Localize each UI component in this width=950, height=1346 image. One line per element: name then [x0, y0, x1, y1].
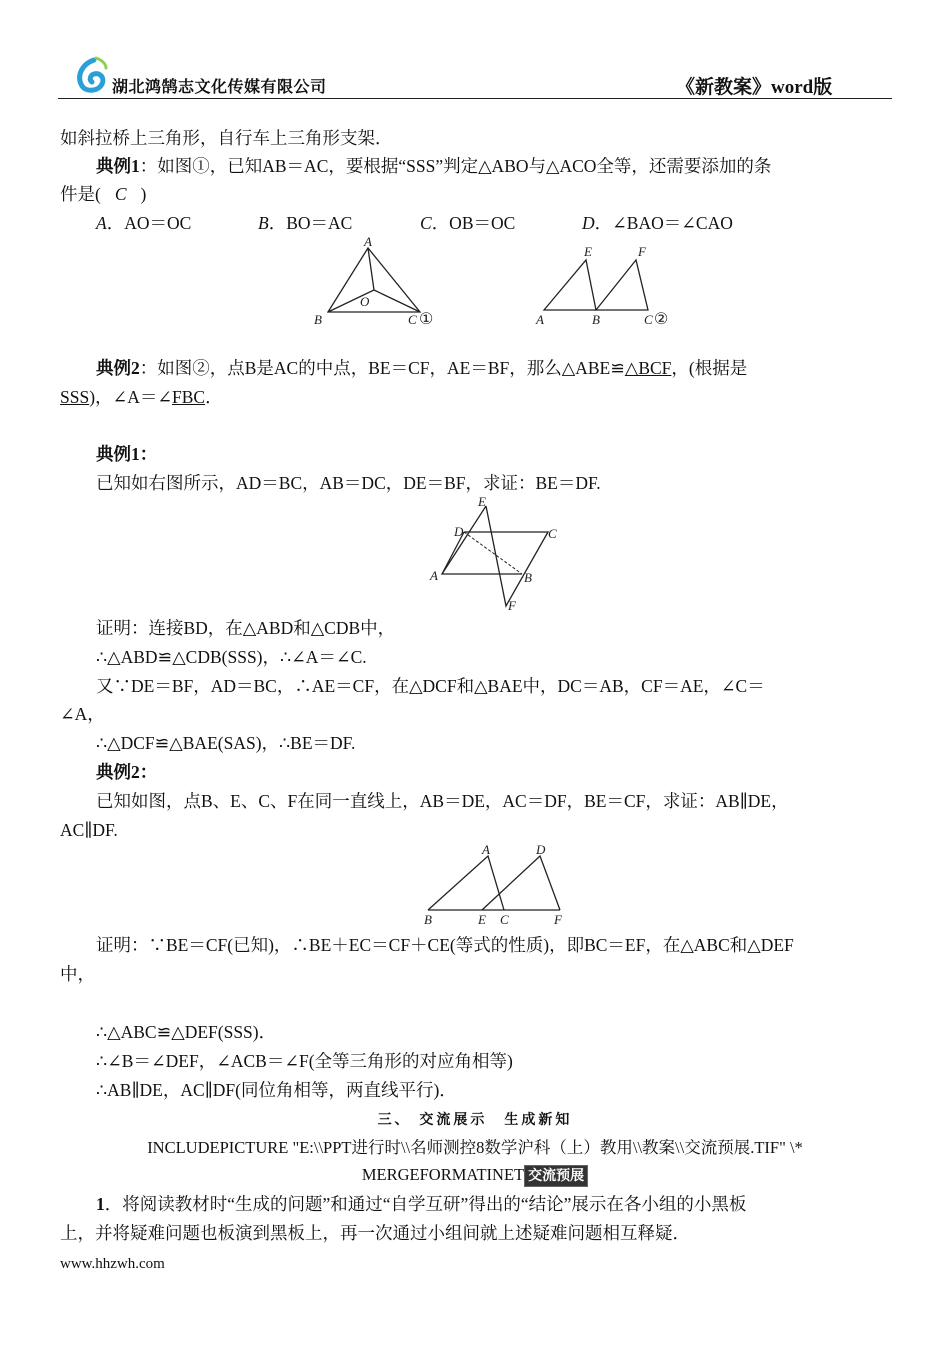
- fig3-label-d: D: [454, 524, 464, 539]
- proof1-line2: ∴△ABD≌△CDB(SSS)，∴∠A＝∠C.: [96, 647, 367, 667]
- proof1-line1: 证明：连接BD，在△ABD和△CDB中，: [96, 618, 396, 638]
- fig1-label-c: C: [408, 312, 417, 327]
- figure-3: [424, 494, 564, 616]
- intro-line: 如斜拉桥上三角形，自行车上三角形支架．: [60, 128, 393, 148]
- proof2-line3: ∴∠B＝∠DEF，∠ACB＝∠F(全等三角形的对应角相等): [96, 1051, 513, 1071]
- example1a-line1: [96, 155, 771, 177]
- example1a-answer: C: [114, 184, 127, 204]
- fig1-number: ①: [419, 311, 434, 328]
- fig1-label-a: A: [364, 234, 372, 249]
- fig4-label-d: D: [536, 842, 546, 857]
- fig2-label-f: F: [638, 244, 646, 259]
- example1a-line2: [60, 183, 146, 205]
- example2a-answer1: △BCF: [624, 358, 672, 378]
- proof1-line3: 又∵DE＝BF，AD＝BC，∴AE＝CF，在△DCF和△BAE中，DC＝AB，CF＝AE，∠C＝: [96, 676, 765, 696]
- include-merge: MERGEFORMATINET: [361, 1165, 525, 1184]
- example1b-given: 已知如右图所示，AD＝BC，AB＝DC，DE＝BF，求证：BE＝DF.: [96, 473, 601, 493]
- example1b-heading: 典例1：: [96, 444, 158, 464]
- example1a-text2b: ): [140, 184, 147, 204]
- section3-p1-line1: 1．将阅读教材时“生成的问题”和通过“自学互研”得出的“结论”展示在各小组的小黑板: [96, 1194, 747, 1214]
- header-company: 湖北鸿鹄志文化传媒有限公司: [112, 77, 327, 96]
- fig1-label-b: B: [314, 312, 322, 327]
- section3-p1-num: 1: [96, 1194, 105, 1214]
- fig4-label-f: F: [554, 912, 562, 927]
- exchange-badge: 交流预展: [524, 1165, 588, 1187]
- figure-2: [530, 238, 690, 334]
- fig4-label-a: A: [482, 842, 490, 857]
- section3-title: 三、 交流展示 生成新知: [377, 1112, 573, 1128]
- example2a-line1: 典例2：如图②，点B是AC的中点，BE＝CF，AE＝BF，那么△ABE≌△BCF，(根据是: [96, 358, 748, 378]
- fig4-label-c: C: [500, 912, 509, 927]
- example1a-text2a: 件是(: [60, 184, 101, 204]
- proof2-line2: ∴△ABC≌△DEF(SSS)．: [96, 1022, 277, 1042]
- proof2-line1: 证明：∵BE＝CF(已知)，∴BE＋EC＝CF＋CE(等式的性质)，即BC＝EF，在△ABC和△DEF: [96, 935, 794, 955]
- example1a-text1: ：如图①，已知AB＝AC，要根据“SSS”判定△ABO与△ACO全等，还需要添加的条: [139, 156, 772, 176]
- fig2-number: ②: [654, 311, 669, 328]
- fig3-label-a: A: [430, 568, 438, 583]
- footer-url[interactable]: www.hhzwh.com: [60, 1256, 165, 1272]
- example2b-heading: 典例2：: [96, 762, 158, 782]
- fig2-label-c: C: [644, 312, 653, 327]
- logo-swirl-icon: [72, 56, 112, 96]
- example2a-label: 典例2: [96, 358, 140, 378]
- company-logo: [72, 56, 112, 96]
- example2a-answer3: FBC: [172, 387, 206, 407]
- figure-4: [418, 838, 578, 928]
- example2a-answer2: SSS: [60, 387, 90, 407]
- fig4-label-e: E: [478, 912, 486, 927]
- figure-1: [310, 232, 450, 332]
- example2b-given1: 已知如图，点B、E、C、F在同一直线上，AB＝DE，AC＝DF，BE＝CF，求证：AB∥DE，: [96, 791, 789, 811]
- example1a-label: 典例1: [96, 156, 140, 176]
- fig2-label-b: B: [592, 312, 600, 327]
- fig3-label-e: E: [478, 494, 486, 509]
- example2a-line2: SSS)，∠A＝∠FBC．: [60, 387, 223, 407]
- example2b-given2: AC∥DF.: [60, 820, 118, 840]
- option-d: D．∠BAO＝∠CAO: [582, 213, 733, 233]
- fig3-label-b: B: [524, 570, 532, 585]
- include-line2: [0, 1164, 950, 1187]
- option-a: A．AO＝OC: [96, 213, 192, 233]
- header-brand: 《新教案》word版: [676, 77, 833, 98]
- fig2-label-e: E: [584, 244, 592, 259]
- section3-p1-line2: 上，并将疑难问题也板演到黑板上，再一次通过小组间就上述疑难问题相互释疑．: [60, 1223, 690, 1243]
- fig1-label-o: O: [360, 294, 370, 309]
- proof2-line4: ∴AB∥DE，AC∥DF(同位角相等，两直线平行)．: [96, 1080, 457, 1100]
- fig3-label-f: F: [508, 598, 516, 613]
- proof1-line5: ∴△DCF≌△BAE(SAS)，∴BE＝DF.: [96, 733, 356, 753]
- option-c: C．OB＝OC: [420, 213, 516, 233]
- header-divider: [58, 98, 892, 99]
- fig4-label-b: B: [424, 912, 432, 927]
- proof1-line4: ∠A，: [60, 704, 105, 724]
- fig3-label-c: C: [548, 526, 557, 541]
- include-line1: INCLUDEPICTURE "E:\\PPT进行时\\名师测控8数学沪科（上）教用\\教案\\交流预展.TIF" \*: [147, 1138, 803, 1157]
- fig2-label-a: A: [536, 312, 544, 327]
- proof2-line1b: 中，: [60, 964, 95, 984]
- option-b: B．BO＝AC: [258, 213, 353, 233]
